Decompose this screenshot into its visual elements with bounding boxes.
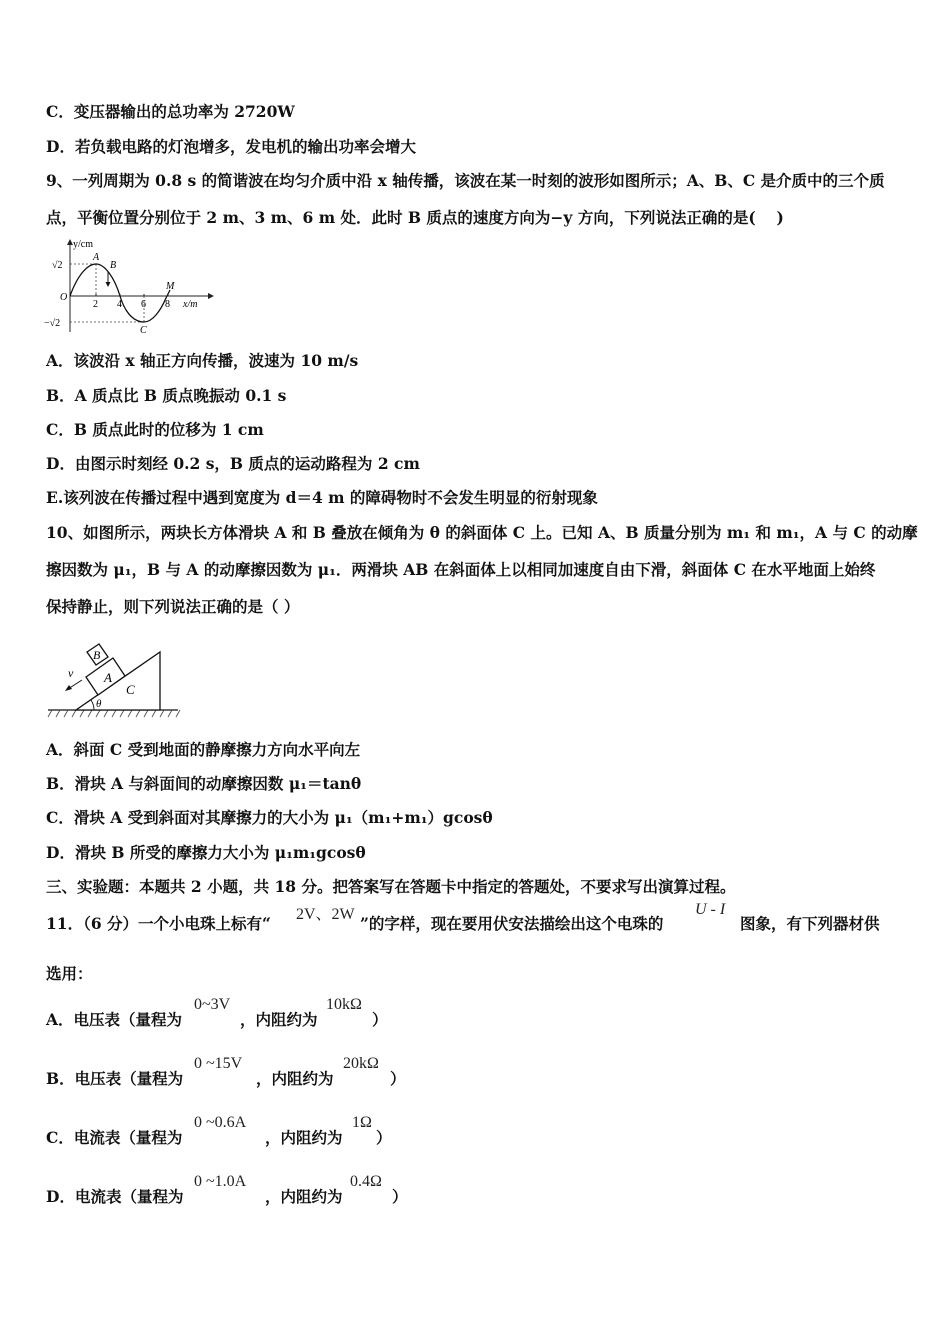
q9-option-e: E.该列波在传播过程中遇到宽度为 d＝4 m 的障碍物时不会发生明显的衍射现象: [46, 488, 598, 507]
q11-stem-a: 11．（6 分）一个小电珠上标有“: [46, 914, 271, 933]
q8-option-d: D．若负载电路的灯泡增多，发电机的输出功率会增大: [46, 137, 416, 156]
y-neg-label: −√2: [44, 318, 61, 329]
q11-ui-label: U - I: [695, 901, 726, 918]
q11-option-d-range: 0 ~1.0A: [194, 1173, 247, 1190]
y-pos-label: √2: [52, 260, 63, 271]
q11-option-b-prefix: B．电压表（量程为: [46, 1069, 184, 1088]
label-theta: θ: [96, 698, 102, 710]
q9-option-c: C．B 质点此时的位移为 1 cm: [46, 420, 264, 439]
q11-option-b-range: 0 ~15V: [194, 1055, 243, 1072]
q11-option-a-prefix: A．电压表（量程为: [46, 1010, 183, 1029]
q9-option-a: A．该波沿 x 轴正方向传播，波速为 10 m/s: [46, 351, 359, 370]
q11-option-b-resistance: 20kΩ: [343, 1055, 379, 1072]
q10-option-c: C．滑块 A 受到斜面对其摩擦力的大小为 μ₁（m₁+m₁）gcosθ: [46, 808, 493, 827]
q11-stem-line2: 选用：: [46, 964, 93, 983]
q11-option-a-resistance: 10kΩ: [326, 996, 362, 1013]
q10-option-b: B．滑块 A 与斜面间的动摩擦因数 μ₁＝tanθ: [46, 774, 362, 793]
incline-figure: [46, 628, 182, 720]
point-m-label: M: [166, 281, 175, 292]
tick-label: 2: [93, 299, 98, 310]
q11-option-b-mid: ，内阻约为: [256, 1069, 334, 1088]
q11-option-a-mid: ，内阻约为: [240, 1010, 318, 1029]
y-axis-label: y/cm: [73, 239, 93, 250]
point-c-label: C: [140, 325, 147, 336]
q10-option-a: A．斜面 C 受到地面的静摩擦力方向水平向左: [46, 740, 361, 759]
q11-option-d-mid: ，内阻约为: [265, 1187, 343, 1206]
q11-option-d-resistance: 0.4Ω: [350, 1173, 382, 1190]
label-v: v: [68, 666, 74, 680]
q11-option-c-mid: ，内阻约为: [265, 1128, 343, 1147]
tick-label: 8: [165, 299, 170, 310]
q11-option-c-resistance: 1Ω: [352, 1114, 372, 1131]
section-3-heading: 三、实验题：本题共 2 小题，共 18 分。把答案写在答题卡中指定的答题处，不要求写出演算过程。: [46, 877, 736, 896]
q11-option-d-prefix: D．电流表（量程为: [46, 1187, 184, 1206]
q11-option-a-range: 0~3V: [194, 996, 231, 1013]
point-a-label: A: [93, 252, 100, 263]
origin-label: O: [60, 292, 68, 303]
q11-stem-b: ”的字样，现在要用伏安法描绘出这个电珠的: [360, 914, 664, 933]
q11-option-c-end: ）: [376, 1128, 392, 1147]
point-b-label: B: [110, 260, 117, 271]
label-c: C: [126, 682, 135, 697]
q9-option-d: D．由图示时刻经 0.2 s，B 质点的运动路程为 2 cm: [46, 454, 420, 473]
label-a: A: [104, 670, 112, 685]
q11-option-c-range: 0 ~0.6A: [194, 1114, 247, 1131]
q10-stem-line1: 10、如图所示，两块长方体滑块 A 和 B 叠放在倾角为 θ 的斜面体 C 上。已知 A、B 质量分别为 m₁ 和 m₁，A 与 C 的动摩: [46, 523, 918, 542]
q11-stem-c: 图象，有下列器材供: [740, 914, 880, 933]
q11-option-b-end: ）: [390, 1069, 406, 1088]
q10-stem-line2: 擦因数为 μ₁，B 与 A 的动摩擦因数为 μ₁．两滑块 AB 在斜面体上以相同加速度自由下滑，斜面体 C 在水平地面上始终: [46, 560, 876, 579]
q9-stem-line2: 点，平衡位置分别位于 2 m、3 m、6 m 处．此时 B 质点的速度方向为−y 方向，下列说法正确的是( ): [46, 208, 784, 227]
label-b: B: [93, 648, 101, 662]
q11-option-d-end: ）: [392, 1187, 408, 1206]
x-axis-label: x/m: [183, 299, 198, 310]
q9-option-b: B．A 质点比 B 质点晚振动 0.1 s: [46, 386, 287, 405]
tick-label: 4: [117, 299, 122, 310]
tick-label: 6: [141, 299, 146, 310]
q10-option-d: D．滑块 B 所受的摩擦力大小为 μ₁m₁gcosθ: [46, 843, 366, 862]
q9-stem-line1: 9、一列周期为 0.8 s 的简谐波在均匀介质中沿 x 轴传播，该波在某一时刻的波形如图所示；A、B、C 是介质中的三个质: [46, 171, 885, 190]
q11-option-a-end: ）: [372, 1010, 388, 1029]
wave-figure: [42, 236, 214, 336]
q11-lamp-rating: 2V、2W: [296, 906, 355, 923]
q10-stem-line3: 保持静止，则下列说法正确的是（ ）: [46, 597, 300, 616]
q8-option-c: C．变压器输出的总功率为 2720W: [46, 102, 295, 121]
q11-option-c-prefix: C．电流表（量程为: [46, 1128, 183, 1147]
